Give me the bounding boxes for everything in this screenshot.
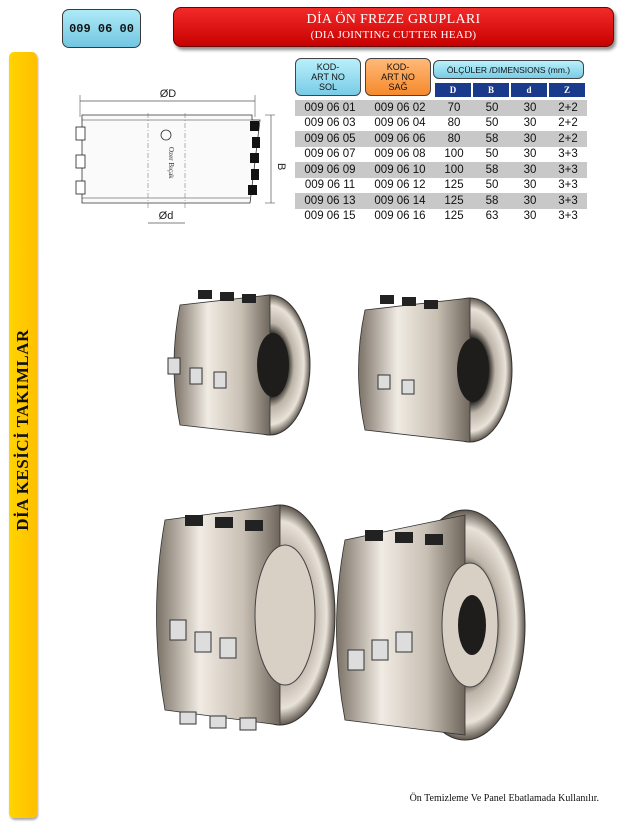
- header-sol-line2: ART NO: [311, 72, 345, 82]
- cell-sol: 009 06 05: [295, 131, 365, 147]
- cell-d: 100: [435, 162, 473, 178]
- table-row: [295, 162, 587, 178]
- label-bore-diameter: Ød: [158, 210, 174, 222]
- cell-b: 50: [473, 147, 511, 163]
- brand-text: Ozer Bıçak: [167, 147, 175, 179]
- cell-z: 3+3: [549, 193, 587, 209]
- header-kod-sag: [365, 58, 431, 96]
- footer-usage-note: Ön Temizleme Ve Panel Ebatlamada Kullanılır.: [409, 793, 599, 804]
- table-row: [295, 193, 587, 209]
- cell-b: 50: [473, 116, 511, 132]
- knife-left-3: [76, 181, 85, 194]
- product-code-badge: [62, 9, 141, 48]
- cell-sag: 009 06 12: [365, 178, 435, 194]
- side-category-label: DİA KESİCİ TAKIMLAR: [13, 329, 32, 531]
- cell-d: 70: [435, 100, 473, 116]
- product-photos: [140, 280, 540, 750]
- cell-b: 58: [473, 162, 511, 178]
- cell-d: 30: [511, 131, 549, 147]
- cell-sol: 009 06 09: [295, 162, 365, 178]
- header-kod-sol: [295, 58, 361, 96]
- cell-sol: 009 06 07: [295, 147, 365, 163]
- header-sag-line3: SAĞ: [388, 82, 408, 92]
- knife-right-5: [248, 185, 257, 195]
- table-row: [295, 100, 587, 116]
- cell-d: 80: [435, 116, 473, 132]
- table-row: [295, 209, 587, 225]
- cell-z: 3+3: [549, 209, 587, 225]
- header-sol-line1: KOD-: [316, 62, 340, 72]
- label-outer-diameter: ØD: [159, 88, 177, 100]
- cell-sag: 009 06 14: [365, 193, 435, 209]
- cell-sag: 009 06 04: [365, 116, 435, 132]
- cell-d: 30: [511, 162, 549, 178]
- table-row: [295, 116, 587, 132]
- cell-z: 2+2: [549, 131, 587, 147]
- cell-sag: 009 06 16: [365, 209, 435, 225]
- cell-d: 30: [511, 178, 549, 194]
- cell-z: 3+3: [549, 147, 587, 163]
- cutter-render-large-right: [337, 510, 526, 740]
- cell-b: 50: [473, 178, 511, 194]
- cell-d: 100: [435, 147, 473, 163]
- header-sag-line1: KOD-: [386, 62, 410, 72]
- cell-d: 125: [435, 209, 473, 225]
- header-dimensions: ÖLÇÜLER /DIMENSIONS (mm.): [433, 60, 584, 79]
- table-row: [295, 178, 587, 194]
- cell-d: 30: [511, 193, 549, 209]
- cell-d: 30: [511, 209, 549, 225]
- cell-z: 3+3: [549, 162, 587, 178]
- dimensions-table: [295, 100, 587, 224]
- cell-z: 2+2: [549, 116, 587, 132]
- cell-d: 30: [511, 100, 549, 116]
- page-subtitle: (DIA JOINTING CUTTER HEAD): [310, 29, 477, 41]
- cell-sol: 009 06 15: [295, 209, 365, 225]
- knife-left-1: [76, 127, 85, 140]
- header-sag-line2: ART NO: [381, 72, 415, 82]
- page-title: DİA ÖN FREZE GRUPLARI: [306, 12, 481, 27]
- knife-right-2: [252, 137, 260, 148]
- knife-right-4: [251, 169, 259, 180]
- cell-sag: 009 06 10: [365, 162, 435, 178]
- knife-right-1: [250, 121, 259, 131]
- cell-d: 125: [435, 193, 473, 209]
- table-row: [295, 131, 587, 147]
- dim-label-Z: Z: [549, 83, 585, 97]
- product-code: 009 06 00: [69, 21, 134, 36]
- cutter-render-large-left: [157, 505, 336, 730]
- knife-left-2: [76, 155, 85, 168]
- table-row: [295, 147, 587, 163]
- cell-b: 58: [473, 193, 511, 209]
- technical-drawing: [60, 85, 285, 235]
- cell-z: 3+3: [549, 178, 587, 194]
- knife-right-3: [250, 153, 259, 163]
- cell-sol: 009 06 03: [295, 116, 365, 132]
- cell-sol: 009 06 11: [295, 178, 365, 194]
- cell-z: 2+2: [549, 100, 587, 116]
- cutter-render-small-left: [168, 290, 310, 435]
- dim-label-D: D: [435, 83, 471, 97]
- cell-d: 30: [511, 116, 549, 132]
- cell-sag: 009 06 02: [365, 100, 435, 116]
- cell-d: 80: [435, 131, 473, 147]
- header-sol-line3: SOL: [318, 82, 337, 92]
- cell-sol: 009 06 13: [295, 193, 365, 209]
- cell-sol: 009 06 01: [295, 100, 365, 116]
- cell-d: 125: [435, 178, 473, 194]
- label-width: B: [275, 163, 287, 171]
- cell-d: 30: [511, 147, 549, 163]
- title-banner: [173, 7, 614, 47]
- cutter-render-small-right: [359, 295, 513, 442]
- dim-label-B: B: [473, 83, 509, 97]
- cell-b: 58: [473, 131, 511, 147]
- dim-label-d: d: [511, 83, 547, 97]
- cell-sag: 009 06 08: [365, 147, 435, 163]
- cell-b: 50: [473, 100, 511, 116]
- cell-b: 63: [473, 209, 511, 225]
- cell-sag: 009 06 06: [365, 131, 435, 147]
